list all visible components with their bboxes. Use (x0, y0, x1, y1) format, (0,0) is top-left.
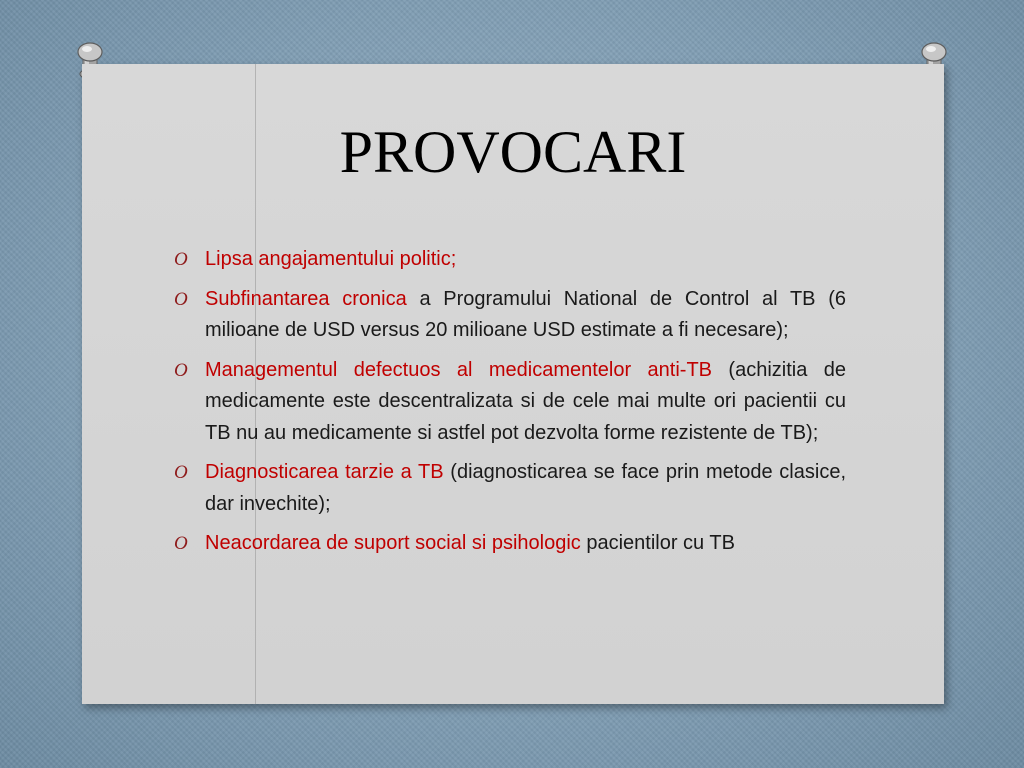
bullet-item (174, 457, 846, 520)
bullet-item (174, 284, 846, 347)
bullet-marker-icon: O (174, 249, 188, 270)
bullet-text: a Programului National de Control al TB (6 milioane de USD versus 20 milioane USD estimate a fi necesare); (205, 287, 846, 341)
bullet-marker-icon: O (174, 533, 188, 554)
bullet-text: (achizitia de medicamente este descentralizata si de cele mai multe ori pacientii cu TB nu au medicamente si astfel pot dezvolta forme rezistente de TB); (205, 358, 847, 444)
bullet-item (174, 355, 846, 450)
bullet-marker-icon: O (174, 462, 188, 483)
slide-title: PROVOCARI (339, 119, 687, 185)
bullet-list (174, 244, 846, 568)
bullet-highlight: Lipsa angajamentului politic; (205, 248, 457, 270)
bullet-highlight: Neacordarea de suport social si psihologic (205, 532, 581, 554)
bullet-highlight: Managementul defectuos al medicamentelor anti-TB (205, 358, 713, 381)
bullet-item (174, 528, 846, 560)
bullet-item (174, 244, 846, 276)
bullet-highlight: Diagnosticarea tarzie a TB (205, 461, 444, 483)
slide-paper (82, 64, 944, 704)
bullet-marker-icon: O (174, 359, 188, 381)
bullet-highlight: Subfinantarea cronica (205, 287, 407, 310)
bullet-text: pacientilor cu TB (580, 532, 735, 554)
bullet-marker-icon: O (174, 288, 188, 310)
bullet-text: (diagnosticarea se face prin metode clasice, dar invechite); (205, 461, 847, 515)
